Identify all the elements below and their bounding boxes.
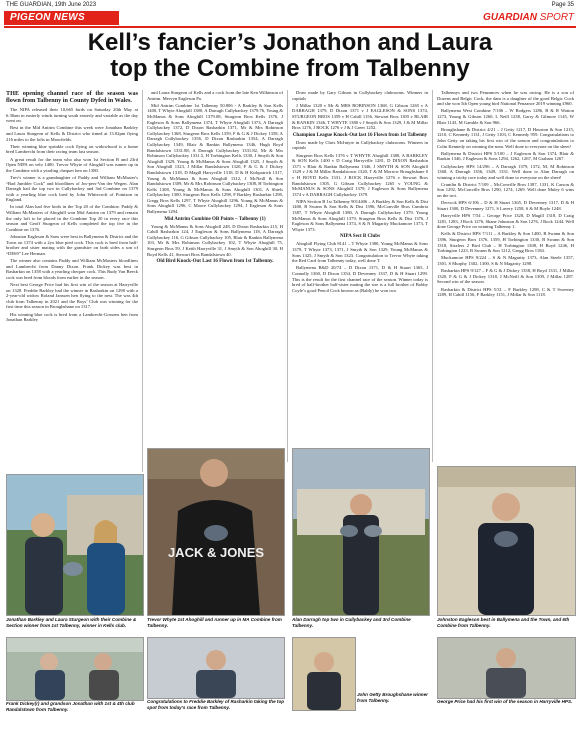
results-list: Rasharkin HPS 9/127 – F & G & J Dickey 1358, H Boyd 1331, J Millar 1320, F & G & J Dickey 1318, J McNeill & Son 1309, J Millar 1287. Second win of the season. <box>437 268 574 285</box>
photo-trevor-whyte-image <box>148 449 284 615</box>
caption-barkley-sturgeon: Jonathan Barkley and Laura Sturgeon with their Combine & Section winner from 1st Talbenny, winner in Kells club. <box>6 617 137 628</box>
results-list: J Millar 1320 v Mr & MRS ROBINSON 1368, G Gibson 1265 v A DARRAGH 1379, D Dixon 1371 v J EAGLESON & SONS 1374, STURGEON BROS 1359 v H Cahill 1156, Stewart Bros 1305 v BLAIR & RANKIN 1346, T WHYTE 1380 v J Smyth & Son 1329, J & M Millar Bros 1276, J ROCK 1276 v J & J Greer 1252. <box>292 102 428 131</box>
header-rule <box>4 26 576 28</box>
paragraph: Draw made by Chris McIntyre in Cullybackey clubrooms. Winners in capitals <box>292 139 428 151</box>
results-list: Broughshane & District 4/21 – J Getty 1217, D Houston & Son 1215, 1210, C Kennedy 1131, J Getty 1103, C Kennedy 959. Congratulations to John Getty on taking his first win of the season and congratulations to Colin Kennedy on winning the nom. Well done to everyone on the sheet! <box>437 126 574 149</box>
photo-barkley-sturgeon <box>6 474 144 616</box>
article-column-3 <box>292 90 428 390</box>
photo-alan-darragh <box>292 448 430 616</box>
paragraph: Their winning blue sprinkle cock flying on widowhood is a home bred Lambrecht from their racing team last season. <box>6 143 138 155</box>
results-list: Ahoghill Flying Club 8141 – T Whyte 1380, Young McManus & Sons 1379, T Whyte 1373, 1371, J Smyth & Son 1329, Young McManus & Sons 1325, J Smyth & Son 1323. Congratulation to Trevor Whyte taking the Red Card from Talbenny today, well done T. <box>292 241 428 264</box>
column-divider <box>142 90 143 472</box>
article-column-2 <box>147 90 283 390</box>
caption-frank-dickey: Frank Dickey(r) and grandson Jonathan with 1st & 4th club Randalstown from Talbenny. <box>6 701 135 712</box>
headline-line-2: top the Combine from Talbenny <box>110 55 470 82</box>
photo-johnston-eagleson <box>437 466 576 616</box>
article-column-1 <box>6 90 138 472</box>
photo-barkley-sturgeon-image <box>7 475 143 615</box>
photo-johnston-eagleson-image <box>438 467 575 615</box>
results-list: Ballymena B&D 20/74 – D Dixon 1371, D & H Stuart 1365, J Connolly 1360, D Dixon 1354, D Devenney 1337, D & H Stuart 1299. This is the result for the first channel race of the season. Winner today is bred of half-brother half-sister mating the sire is a full brother of Bobby Coyle’s good Pencil Cock known as (Baldy) he won two <box>292 265 428 293</box>
paragraph: The winner also contains Paddy and William McMasters bloodlines and Lambrecht from Danny Dixon. Frank Dickey was best in Rasharkin on 1358 with a yearling chequer cock. This Rudy Van Beeck cock was bred from bloods from earlier in the season. <box>6 258 138 280</box>
photo-frank-dickey-image <box>7 638 143 700</box>
section-tag: PIGEON NEWS <box>4 11 119 25</box>
brand-logo <box>483 12 574 24</box>
subheading: Mid Antrim Combine OB Points – Talbenny (1) <box>164 216 266 222</box>
caption-trevor-whyte: Trevor Whyte 1st Ahoghill and runner up in MA Combine from Talbenny. <box>147 617 282 628</box>
masthead <box>0 0 580 10</box>
article-intro: THE opening channel race of the season was flown from Talbenny in County Dyfed in Wales. <box>6 90 138 104</box>
column-divider <box>287 90 288 462</box>
caption-john-getty: John Getty Broughshane winner from Talbenny. <box>357 692 428 703</box>
brand-main: GUARDIAN <box>483 12 537 23</box>
caption-freddie-barkley: Congratulations to Freddie Barkley of Rasharkin taking the top spot from today’s race from Talbenny. <box>147 699 285 710</box>
paragraph: The NIPA released their 10,665 birds on Saturday 20th May at 6.30am in easterly winds turning south easterly and variable as the day went on. <box>6 107 138 124</box>
paragraph: Johnston Eagleson & Sons were best in Ballymena & District and the Town on 1374 with a 2yo blue pied cock. This cock is bred from half-brother and sister mating with the grandsire on both sides a son of “DE69” Lee Herman. <box>6 234 138 256</box>
paragraph: A great result for the team who also won 1st Section B and 23rd Open NIPA on velo 1400. Trevor Whyte of Ahoghill was runner up in the Combine with a yearling chequer hen on 1380. <box>6 156 138 173</box>
results-list: Sturgeon Bros Kells 1376 v T WHYTE Ahoghill 1380, A BARKLEY & SON Kells 1400 v D Craig Harryville 1281, D DIXON Rasharkin 1371 v Blair & Rankin Ballymena 1346, J SMYTH & SON Ahoghill 1329 v J & M Millar Randalstown 1320, T & M Morrow Broughshane 0 v H BOYD Kells 1331, J ROCK Harryville 1276 v Stewart Bros Randalstown 1305, G Gibson Cullybackey 1265 v YOUNG & McMANUS & SONS Ahoghill 1379, J Eagleson & Sons Ballymena 1374 v A DARRAGH Cullybackey 1379. <box>292 152 428 197</box>
caption-george-price: George Price had his first win of the season in Harryville HPS. <box>437 699 573 704</box>
subheading: NIPA Sect B Clubs <box>339 234 381 240</box>
photo-frank-dickey <box>6 637 144 701</box>
photo-freddie-barkley-image <box>148 638 284 698</box>
results-list: Mid Antrim Combine 1st Talbenny 50.806 - A Barkley & Son Kells 1400, T Whyte Ahoghill 1380, A Darragh Cullybackey 1379.76, Young & McManus & Sons Ahoghill 1379.08, Sturgeon Bros Kells 1376, J Eagleson & Sons Ballymena 1374, T Whyte Ahoghill 1373, A Darragh Cullybackey 1372, D Dixon Rasharkin 1371, Mr & Mrs Robinson Cullybackey 1368, Sturgeon Bros Kells 1359, F & G & J Dickey 1358, A Darragh Cullybackey 1356, D Dixon Rasharkin 1354, A Darragh Cullybackey 1349, Blair & Rankin Ballymena 1346, Hugh Boyd Randalstown 1331.88, A Darragh Cullybackey 1331.82, Mr & Mrs Robinson Cullybackey 1331.5, H Torbington Kells 1330, J Smyth & Son Ahoghill 1329, Young & McManus & Sons Ahoghill 1325, J Smyth & Son Ahoghill 1323, J Millar Randalstown 1320, F & G & J Dickey Randalstown 1318, D Magill Harryville 1318, D & H Kirkpatrick 1317, Young & McManus & Sons Ahoghill 1312, J McNeill & Son Randalstown 1309, Mr & Mrs Robinson Cullybackey 1308, H Torbington Kells 1308, Young & McManus & Sons Ahoghill 1301, A Shiels Cullybackey 1300, Sturgeon Bros Kells 1298, F Barkley Rasharkin 1298, Gregg Bros Kells 1297, T Whyte Ahoghill 1296, Young & McManus & Sons Ahoghill 1296, C Moore Cullybackey 1294, J Eagleson & Sons Ballymena 1294. <box>147 102 283 215</box>
paragraph: His winning blue cock is bred from a Lambrecht-Gossens hen from Jonathan Barkley <box>6 311 138 323</box>
photo-trevor-whyte <box>147 448 285 616</box>
results-list: Harryville HPS 7/54 – George Price 1328, D Magill 1318, D Craig 1281, 1283, J Rock 1276, Shane Johnston & Son 1276, J Rock 1244. Well done George Price on winning Talbenny 1. <box>437 213 574 230</box>
brand-sub: SPORT <box>539 12 574 23</box>
paragraph: and Laura Sturgeon of Kells and a cock from the late Ken Wilkinson of Antrim. Mervyn Eagleson Pa. <box>147 90 283 101</box>
headline-line-1: Kell’s fancier’s Jonathon and Laura <box>87 29 493 56</box>
results-list: Rasharkin & District HPS 5/31 – F Barkley 1298, C & T Sweeney 1289, H Cahill 1156, F Barkley 1151, J Millar & Son 1118. <box>437 286 574 298</box>
photo-freddie-barkley <box>147 637 285 699</box>
results-list: Young & McManus & Sons Ahoghill 248, D Dixon Rasharkin 215, H Cahill Rasharkin 124, J Eagleson & Sons Ballymena 118, A Darragh Cullybackey 116, G Gibson Cullybackey 105, Blair & Rankin Ballymena 103, Mr & Mrs Robinson Cullybackey 102, T Whyte Ahoghill 75, Sturgeon Bros 59, J Keith Harryville 31, J Smyth & Son Ahoghill 30, H Boyd Kells 41, Stewart Bros Randalstown 40. <box>147 223 283 257</box>
headline <box>0 30 580 82</box>
caption-alan-darragh: Alan Darragh top two in Cullybackey and 3rd Combine Talbenny. <box>292 617 411 628</box>
results-list: NIPA Section B 1st Talbenny 9014406 – A Barkley & Son Kells & Dist 1400, B Swann & Son Kells & Dist 1396, McConville Bros Cumbria 1387, T Whyte Ahoghill 1380, A Darragh Cullybackey 1379, Young McManus & Sons Ahoghill 1379, Sturgeon Bros Kells & Dist 1376, J Eagleson & Sons Ballymena 1374, S & N Magarity Muckamore 1373, T Whyte 1373. <box>292 198 428 232</box>
photo-george-price <box>437 637 576 699</box>
page-number: Page 35 <box>551 2 574 8</box>
column-divider <box>432 90 433 462</box>
results-list: Crumlin & District 7/109 – McConville Bros 1387, 1331, K Carson & Son 1292, McConville Bros 1290, 1274, 1269. Well done Muley 6 wins on the trot. <box>437 181 574 199</box>
results-list: Ballymena & District HPS 5/100 – J Eagleson & Son 1374, Blair & Rankin 1346, J Eagleson & Sons 1294, 1262, 1267, M Graham 1267. <box>437 150 574 162</box>
results-list: Muckamore HPS 9/224 – S & N Magarity 1373, Alan Steele 1357, 1301, S Murphy 1302, 1300, S & N Magarity 1298. <box>437 255 574 266</box>
caption-johnston-eagleson: Johnston Eagleson best in Ballymena and the Town, and 6th Combine from Talbenny. <box>437 617 570 628</box>
results-list: Cullybackey HPS 14/296 – A Darragh 1379, 1372, M, M Robinson 1368, A Darragh 1356, 1349, 1331. Well done to Alan Darragh on winning a tricky race today and well done to everyone on the sheet! <box>437 163 574 180</box>
masthead-date: THE GUARDIAN, 19th June 2023 <box>6 2 97 8</box>
results-list: Kells & District HPS 7/111 – A Barkley & Son 1400, B Swann & Son 1396, Sturgeon Bros 1376, 1359, H Torbington 1330, B Swann & Son 1318, Sizzlers 2 Bird Club – H Torbington 1308, H Boyd 1246, H Torbington 1223, B Swann & Son 1212, Gregg Bros 1184. <box>437 231 574 254</box>
article-column-4 <box>437 90 574 462</box>
paragraph: Draw made by Gary Gibson in Cullybackey clubrooms. Winners in capitals <box>292 90 428 101</box>
results-list: Ballymena West Combine 7/106 – W Rodgers 1286, B & R Watton 1273, Young & Gibson 1260, L Neill 1238, Garry & Gilmore 1145, W Blair 1143, M Gamble & Son 966. <box>437 108 574 125</box>
photo-john-getty-image <box>293 638 355 710</box>
shirt-logo-text: JACK & JONES <box>167 545 265 560</box>
results-list: Dervock HPS 6/106 – D & H Stuart 1365, D Devenney 1317, D & H Stuart 1300, D Devenney 1271, S Lavery 1258, S & M Boyle 1248. <box>437 200 574 211</box>
paragraph: Trev's winner is a grandaughter of Paddy and William McMaster's “Bad Jumbler Cock” and bloodlines of Jos-pers-Van der Wegen. Alan Darragh had the top two in Cullybackey and 3rd Combine on 1379 with a yearling blue cock bred by John Whitecroft of Pointzon in England. <box>6 174 138 203</box>
paragraph: Best in the Mid Antrim Combine this week were Jonathan Barkley and Laura Sturgeon of Kells & District who timed at 13.02pm flying 216 miles to the lofts in Moorfields. <box>6 125 138 142</box>
paragraph: Talbennys and two Penzances when he was racing. He is a son of Dozens and Belgic Cock, the dam is a daughter of the good Belgic Cock and she won 5th Open young bird National Penzance 2019 winning £960. <box>437 90 574 107</box>
photo-alan-darragh-image <box>293 449 429 615</box>
photo-george-price-image <box>438 638 575 698</box>
paragraph: In total Alan had five birds in the Top 20 of the Combine. Paddy & William McMasters of Ahoghill won Mid Antrim on 1379 and remain the only loft to be placed in the Combine Top 20 in every race this season and Geoff Sturgeon of Kells completed the top five in the Combine on 1376. <box>6 204 138 232</box>
subheading: Champion League Knock-Out last 16 Flown from 1st Talbenny <box>292 132 428 138</box>
paragraph: Next best George Price had his first win of the season at Harryville on 1328. Freddie Barkley had the winner in Rasharkin on 1298 with a 2-year-old widow Roland Janssen hen flying to the nest. The was 4th club from Talbenny in 2021 and the Boys’ Club was winning for the first time this season in Broughshane on 1317. <box>6 281 138 310</box>
photo-john-getty <box>292 637 356 711</box>
subheading: Old Bird Knock-Out Last 16 Flown from 1st Talbenny. <box>156 259 274 265</box>
